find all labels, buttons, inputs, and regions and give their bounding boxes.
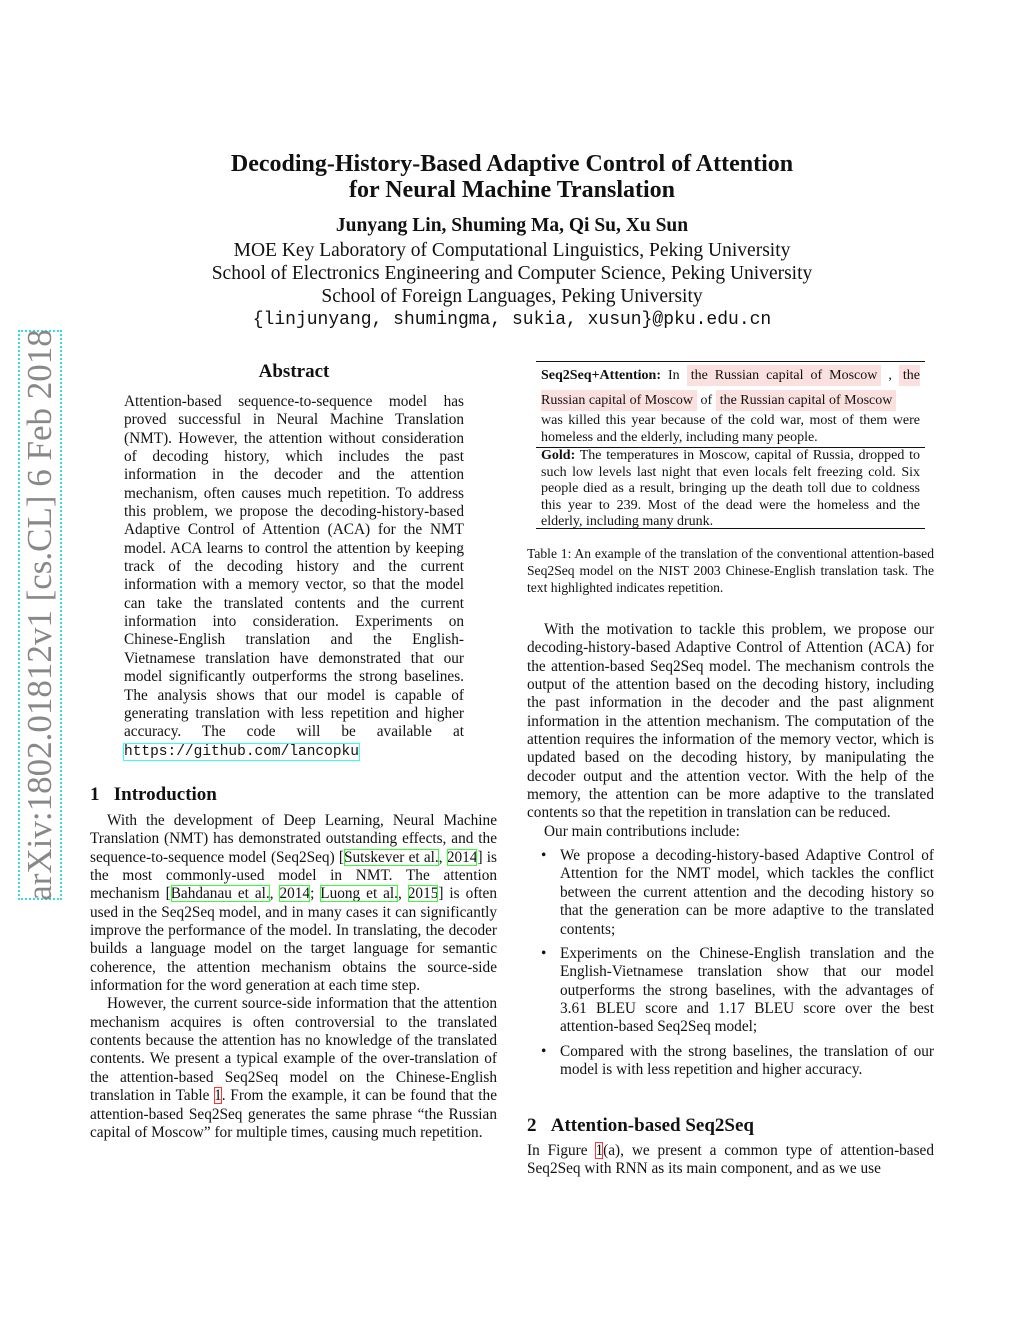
paragraph bbox=[90, 995, 497, 1142]
citation-link[interactable]: Luong et al. bbox=[320, 885, 398, 903]
paragraph bbox=[90, 812, 497, 995]
row-label: Seq2Seq+Attention: bbox=[541, 368, 661, 383]
text: , bbox=[438, 848, 447, 866]
text: of bbox=[700, 393, 713, 408]
highlight: the Russian capital of Moscow bbox=[687, 365, 882, 386]
text: ; bbox=[310, 885, 321, 903]
section-title: Introduction bbox=[113, 784, 217, 805]
row-label: Gold: bbox=[541, 448, 576, 463]
paragraph: Our main contributions include: bbox=[544, 822, 740, 840]
list-item: • Experiments on the Chinese-English translation and the English-Vietnamese translation show that our model outperforms the strong baselines, with the advantages of 3.61 BLEU score and 1.17 BLEU score over the best attention-based Seq2Seq model; bbox=[527, 945, 934, 1037]
row-text: was killed this year because of the cold war, most of them were homeless and the elderly, including many people. bbox=[541, 413, 920, 445]
list-item: • Compared with the strong baselines, the translation of our model is with less repetition and higher accuracy. bbox=[527, 1043, 934, 1080]
text: However, the current source-side information that the attention mechanism acquires is often controversial to the translated contents because the attention has no knowledge of the translated contents. We present a typical example of the over-translation of the attention-based Seq2Seq model on the Chinese-English translation in Table bbox=[90, 995, 497, 1105]
table-caption: Table 1: An example of the translation of the conventional attention-based Seq2Seq model on the NIST 2003 Chinese-English translation task. The text highlighted indicates repetition. bbox=[527, 546, 934, 595]
citation-link[interactable]: Bahdanau et al. bbox=[170, 885, 270, 903]
right-text bbox=[527, 621, 934, 1085]
figure-ref-link[interactable]: 1 bbox=[595, 1142, 604, 1159]
section-1-heading bbox=[90, 784, 217, 806]
abstract-body: Attention-based sequence-to-sequence model has proved successful in Neural Machine Translation (NMT). However, the attention without consideration of decoding history, which includes the past information in the decoder and the attention mechanism, often causes much repetition. To address this problem, we propose the decoding-history-based Adaptive Control of Attention (ACA) for the NMT model. ACA learns to control the attention by keeping track of the decoding history and the current information with a memory vector, so that the model can take the translated contents and the current information into consideration. Experiments on Chinese-English translation and the English-Vietnamese translation have demonstrated that our model significantly outperforms the strong baselines. The analysis shows that our model is capable of generating translation with less repetition and higher accuracy. The code will be available at bbox=[124, 393, 464, 741]
text: , bbox=[269, 885, 280, 903]
table-top-rule bbox=[536, 361, 925, 362]
text: . From the example, it can be found that the attention-based Seq2Seq generates the same phrase “the Russian capital of Moscow” for multiple times, causing much repetition. bbox=[90, 1087, 497, 1141]
contributions-list bbox=[527, 847, 934, 1079]
text: ] is often used in the Seq2Seq model, and in many cases it can significantly improve the performance of the model. In translating, the decoder builds a language model on the target language for semantic coherence, the attention mechanism obtains the source-side information for the word generation at each time step. bbox=[90, 885, 497, 995]
arxiv-stamp[interactable] bbox=[18, 330, 62, 900]
intro-text bbox=[90, 812, 497, 1142]
text: With the development of Deep Learning, Neural Machine Translation (NMT) has demonstrated outstanding effects, and the sequence-to-sequence model (Seq2Seq) [ bbox=[90, 812, 497, 866]
paper-title bbox=[0, 151, 1024, 203]
abstract-heading: Abstract bbox=[258, 361, 330, 382]
section-2-text bbox=[527, 1142, 934, 1179]
affiliation: School of Electronics Engineering and Computer Science, Peking University bbox=[211, 263, 813, 284]
text: , bbox=[888, 368, 892, 383]
section-number: 1 bbox=[90, 784, 100, 805]
arxiv-id: arXiv:1802.01812v1 [cs.CL] 6 Feb 2018 bbox=[20, 329, 59, 901]
table-row-seq2seq bbox=[541, 363, 920, 413]
affiliation: MOE Key Laboratory of Computational Linguistics, Peking University bbox=[233, 240, 791, 261]
citation-link[interactable] bbox=[344, 849, 439, 866]
text: , bbox=[398, 885, 408, 903]
email: {linjunyang, shumingma, sukia, xusun}@pku.edu.cn bbox=[252, 310, 772, 330]
paragraph: With the motivation to tackle this problem, we propose our decoding-history-based Adaptive Control of Attention (ACA) for the attention-based Seq2Seq model. The mechanism controls the output of the attention based on the decoding history, including the past information in the decoder and the past alignment information in the attention mechanism. The computation of the attention requires the information of the memory vector, which is updated based on the decoding history, by manipulating the decoder output and the attention vector. With the help of the memory, the attention can be more adaptive to the translated contents so that the repetition in translation can be reduced. bbox=[527, 621, 934, 822]
code-link[interactable]: https://github.com/lancopku bbox=[124, 743, 359, 760]
affiliations bbox=[0, 239, 1024, 308]
section-number: 2 bbox=[527, 1115, 537, 1136]
citation-link[interactable]: 2014 bbox=[446, 848, 478, 866]
cite-text: Sutskever et al. bbox=[344, 848, 439, 866]
table-row-gold bbox=[536, 447, 925, 531]
table-ref-link[interactable]: 1 bbox=[214, 1087, 222, 1105]
citation-link[interactable]: 2015 bbox=[407, 885, 439, 903]
title-line: for Neural Machine Translation bbox=[349, 177, 675, 203]
abstract-text bbox=[124, 393, 464, 761]
section-2-heading bbox=[527, 1115, 754, 1137]
highlight: the Russian capital of Moscow bbox=[541, 365, 920, 411]
text: ] is the most commonly-used model in NMT. The attention mechanism [ bbox=[90, 848, 497, 903]
text: In Figure bbox=[527, 1142, 596, 1159]
highlight: the Russian capital of Moscow bbox=[716, 390, 897, 411]
table-bottom-rule bbox=[536, 528, 925, 529]
table-1 bbox=[541, 363, 920, 531]
text: In bbox=[668, 368, 680, 383]
text: The temperatures in Moscow, capital of Russia, dropped to such low levels last night that even locals felt freezing cold. Six people died as a result, bringing up the death toll due to coldness this year to 239. Most of the dead were the homeless and the elderly, including many drunk. bbox=[541, 448, 921, 529]
affiliation: School of Foreign Languages, Peking University bbox=[321, 286, 703, 307]
section-title: Attention-based Seq2Seq bbox=[550, 1115, 754, 1136]
text: (a), we present a common type of attention-based Seq2Seq with RNN as its main component, and as we use bbox=[527, 1142, 934, 1178]
citation-link[interactable]: 2014 bbox=[279, 885, 311, 903]
title-line: Decoding-History-Based Adaptive Control of Attention bbox=[230, 151, 794, 177]
list-item: • We propose a decoding-history-based Adaptive Control of Attention for the NMT model, which tackles the conflict between the current attention and the decoding history so that the generation can be more adaptive to the translated contents; bbox=[527, 847, 934, 939]
authors: Junyang Lin, Shuming Ma, Qi Su, Xu Sun bbox=[335, 215, 689, 236]
